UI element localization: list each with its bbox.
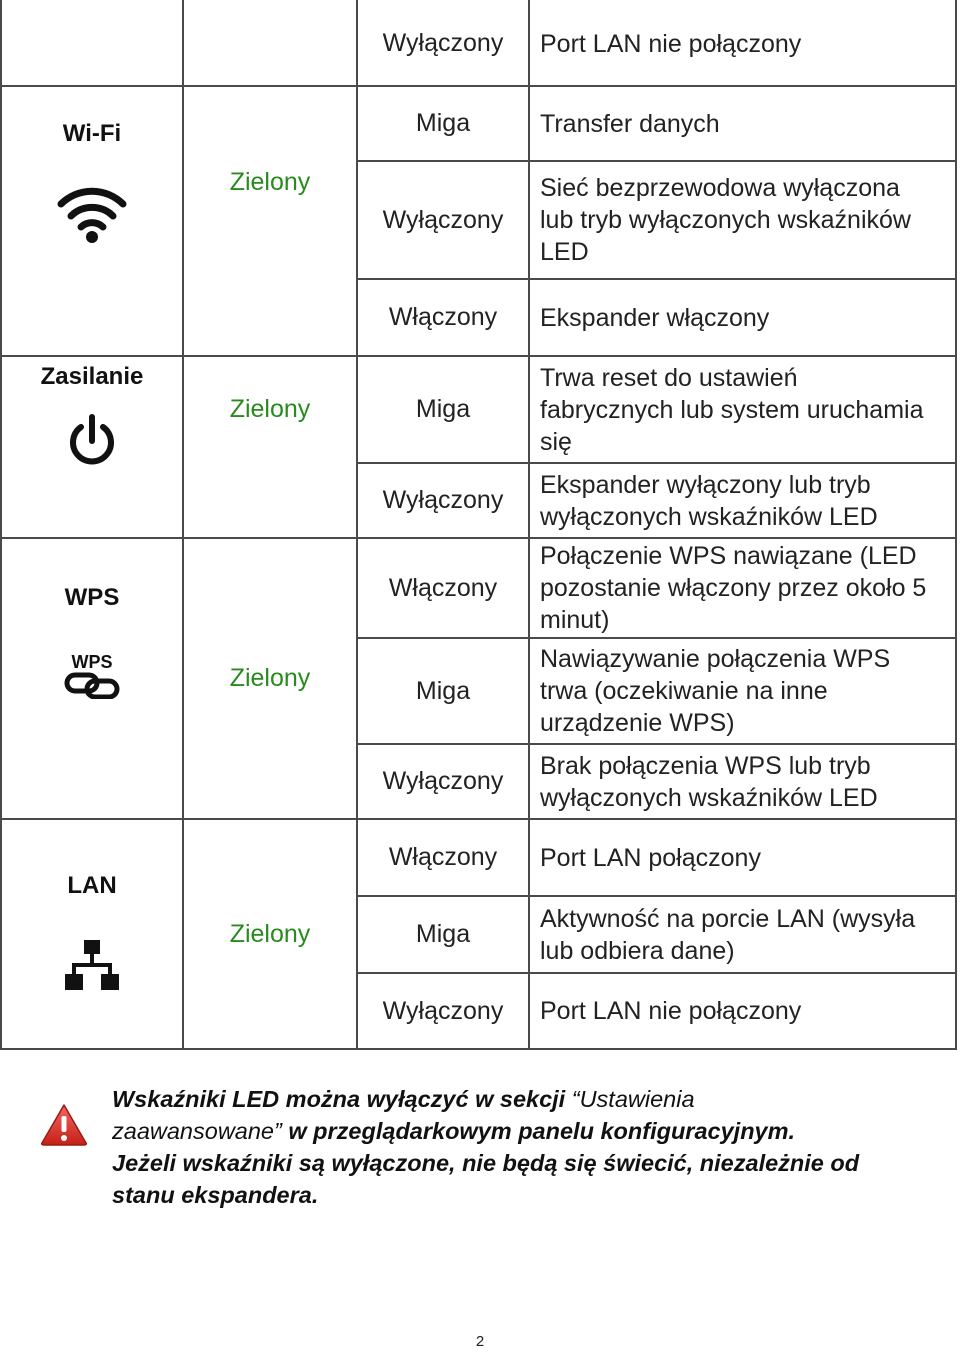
- led-name-wifi: Wi-Fi: [62, 120, 122, 147]
- note-text: stanu ekspandera.: [112, 1182, 319, 1208]
- state-cell: Miga: [415, 109, 471, 137]
- desc-cell: Trwa reset do ustawień fabrycznych lub system uruchamia się: [540, 363, 924, 456]
- led-color-lan: Zielony: [229, 919, 311, 948]
- state-cell: Wyłączony: [382, 486, 504, 514]
- led-name-lan: LAN: [67, 872, 117, 899]
- led-color-wps: Zielony: [229, 664, 311, 692]
- led-name-wps: WPS: [64, 584, 120, 611]
- led-name-power: Zasilanie: [40, 363, 144, 390]
- led-color-power: Zielony: [229, 394, 311, 423]
- desc-cell: Transfer danych: [540, 109, 720, 138]
- page-number: 2: [475, 1333, 485, 1350]
- desc-cell: Połączenie WPS nawiązane (LED pozostanie włączony przez około 5 minut): [540, 542, 927, 634]
- note-text-settings: “Ustawienia: [571, 1086, 695, 1112]
- led-color-wifi: Zielony: [229, 168, 311, 196]
- desc-cell: Aktywność na porcie LAN (wysyła lub odbiera dane): [540, 904, 916, 965]
- lan-icon: [2, 934, 182, 998]
- state-cell: Wyłączony: [382, 205, 504, 234]
- state-cell: Włączony: [388, 843, 498, 871]
- state-cell: Wyłączony: [382, 29, 504, 57]
- desc-cell: Sieć bezprzewodowa wyłączona lub tryb wyłączonych wskaźników LED: [540, 174, 911, 266]
- note-text: Wskaźniki LED można wyłączyć w sekcji: [112, 1086, 572, 1112]
- state-cell: Włączony: [388, 303, 498, 331]
- wifi-icon: [2, 178, 182, 248]
- state-cell: Miga: [415, 395, 471, 423]
- desc-cell: Brak połączenia WPS lub tryb wyłączonych wskaźników LED: [540, 751, 878, 812]
- state-cell: Włączony: [388, 573, 498, 602]
- state-cell: Miga: [415, 920, 471, 948]
- note-text: w przeglądarkowym panelu konfiguracyjnym.: [281, 1118, 796, 1144]
- warning-icon: [40, 1103, 88, 1152]
- desc-cell: Ekspander wyłączony lub tryb wyłączonych wskaźników LED: [540, 470, 878, 531]
- state-cell: Wyłączony: [382, 767, 504, 795]
- state-cell: Wyłączony: [382, 996, 504, 1025]
- desc-cell: Port LAN połączony: [540, 843, 761, 872]
- led-note: [112, 1083, 912, 1211]
- state-cell: Miga: [415, 676, 471, 705]
- note-text: Jeżeli wskaźniki są wyłączone, nie będą się świecić, niezależnie od: [112, 1150, 860, 1176]
- note-text-settings: zaawansowane”: [112, 1118, 282, 1144]
- desc-cell: Port LAN nie połączony: [540, 997, 802, 1025]
- wps-icon: [2, 648, 182, 702]
- desc-cell: Port LAN nie połączony: [540, 29, 802, 58]
- power-icon: [2, 408, 182, 474]
- desc-cell: Nawiązywanie połączenia WPS trwa (oczekiwanie na inne urządzenie WPS): [540, 645, 891, 737]
- wps-icon-text: WPS: [71, 652, 113, 672]
- desc-cell: Ekspander włączony: [540, 303, 770, 332]
